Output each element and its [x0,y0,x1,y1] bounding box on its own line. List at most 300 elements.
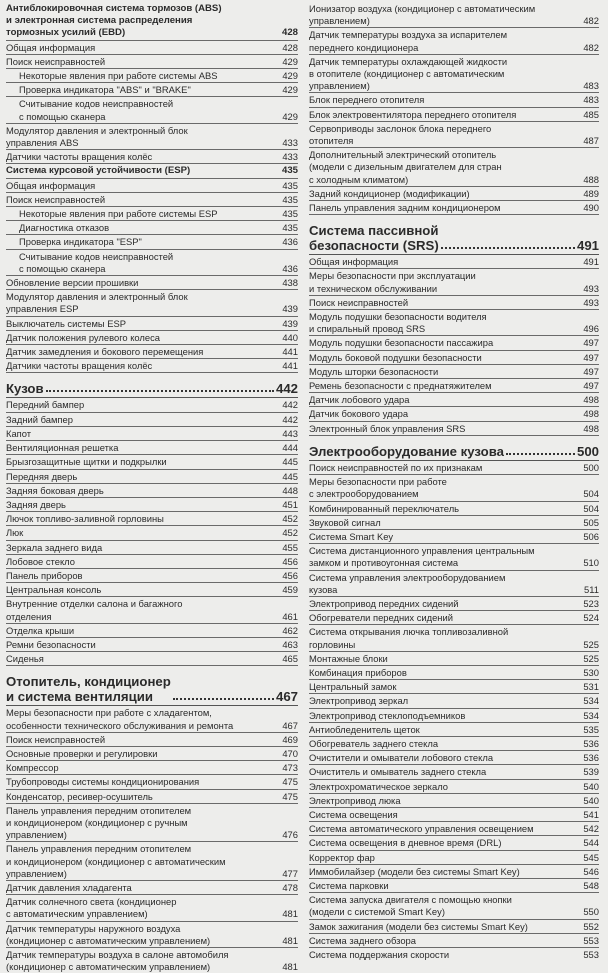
entry-page-number: 440 [282,331,298,343]
toc-entry [6,470,298,484]
entry-title: Компрессор [6,762,59,774]
toc-entry [309,379,599,393]
entry-title: Система курсовой устойчивости (ESP) [6,165,191,177]
entry-title: Датчик положения рулевого колеса [6,331,161,343]
entry-page-number: 540 [583,780,599,792]
toc-entry [6,638,298,652]
entry-title: Комбинация приборов [309,666,407,678]
toc-entry [309,794,599,808]
entry-page-number: 497 [583,351,599,363]
toc-entry [6,526,298,540]
entry-page-number: 470 [282,747,298,759]
entry-title: Очистители и омыватели лобового стекла [309,752,494,764]
entry-title: Некоторые явления при работе системы ABS [19,70,218,82]
section-page-number: 442 [275,381,298,397]
toc-entry [6,761,298,775]
entry-page-number: 441 [282,360,298,372]
entry-page-number: 473 [282,762,298,774]
toc-entry [309,502,599,516]
entry-page-number: 498 [583,394,599,406]
entry-page-number: 481 [282,934,298,946]
entry-page-number: 482 [583,41,599,53]
toc-entry [6,317,298,331]
entry-title: Блок электровентилятора переднего отопителя [309,108,517,120]
entry-title: Считывание кодов неисправностей с помощью сканера [19,250,174,274]
toc-column-left [6,2,298,973]
entry-page-number: 536 [583,752,599,764]
entry-page-number: 433 [282,151,298,163]
entry-page-number: 489 [583,187,599,199]
entry-page-number: 485 [583,108,599,120]
entry-title: Система автоматического управления освещением [309,823,534,835]
toc-entry [309,737,599,751]
entry-title: Меры безопасности при работе с электрооборудованием [309,476,447,500]
entry-page-number: 435 [282,179,298,191]
toc-entry [309,201,599,215]
entry-page-number: 524 [583,612,599,624]
entry-page-number: 536 [583,737,599,749]
toc-entry [309,709,599,723]
entry-title: Комбинированный переключатель [309,502,460,514]
toc-entry [6,597,298,623]
entry-title: Отделка крыши [6,624,75,636]
entry-title: Центральный замок [309,681,397,693]
toc-section-heading [309,444,599,461]
entry-title: Задняя боковая дверь [6,484,104,496]
entry-page-number: 475 [282,790,298,802]
entry-page-number: 487 [583,135,599,147]
entry-page-number: 462 [282,624,298,636]
entry-page-number: 445 [282,456,298,468]
entry-page-number: 553 [583,949,599,960]
entry-page-number: 469 [282,733,298,745]
entry-title: Блок переднего отопителя [309,94,425,106]
entry-title: Датчик замедления и бокового перемещения [6,346,204,358]
entry-title: Дополнительный электрический отопитель (модели с дизельным двигателем для стран с холодным климатом) [309,149,502,185]
toc-entry [6,331,298,345]
toc-entry [309,475,599,501]
entry-page-number: 482 [583,15,599,27]
entry-title: Передняя дверь [6,470,78,482]
entry-title: Диагностика отказов [19,222,110,234]
toc-entry [6,555,298,569]
entry-page-number: 455 [282,541,298,553]
entry-title: Датчики частоты вращения колёс [6,151,153,163]
toc-entry [6,427,298,441]
toc-entry [6,948,298,973]
toc-subentry [6,250,298,276]
entry-page-number: 429 [282,70,298,82]
toc-subentry [6,97,298,123]
entry-page-number: 452 [282,513,298,525]
entry-page-number: 506 [583,530,599,542]
entry-page-number: 504 [583,502,599,514]
entry-page-number: 456 [282,555,298,567]
toc-entry [309,310,599,336]
entry-title: Общая информация [6,41,96,53]
toc-entry [309,893,599,919]
entry-page-number: 435 [282,208,298,220]
entry-title: Проверка индикатора "ABS" и "BRAKE" [19,84,191,96]
entry-title: Ионизатор воздуха (кондиционер с автоматическим управлением) [309,3,536,27]
entry-page-number: 445 [282,470,298,482]
entry-title: Модуль подушки безопасности пассажира [309,337,494,349]
entry-title: Система запуска двигателя с помощью кнопки (модели с системой Smart Key) [309,894,512,918]
section-page-number: 500 [576,443,599,459]
entry-page-number: 463 [282,638,298,650]
toc-entry [309,187,599,201]
toc-entry [6,804,298,843]
entry-page-number: 428 [282,41,298,53]
entry-title: Панель управления передним отопителем и кондиционером (кондиционер с ручным управлением) [6,804,192,841]
section-title: Электрооборудование кузова [309,443,504,459]
entry-title: Датчики частоты вращения колёс [6,360,153,372]
toc-entry [309,93,599,107]
toc-subentry [6,221,298,235]
entry-page-number: 531 [583,681,599,693]
toc-entry [309,934,599,948]
entry-page-number: 481 [282,961,298,973]
entry-page-number: 511 [584,583,599,595]
entry-title: Основные проверки и регулировки [6,747,158,759]
toc-entry [309,269,599,295]
toc-entry [309,652,599,666]
entry-page-number: 467 [282,719,298,731]
entry-page-number: 436 [282,262,298,274]
entry-title: Выключатель системы ESP [6,317,126,329]
toc-entry [6,276,298,290]
toc-entry [309,365,599,379]
toc-entry [309,765,599,779]
toc-entry [309,393,599,407]
toc-entry [6,922,298,948]
toc-entry [309,822,599,836]
entry-title: Считывание кодов неисправностей с помощью сканера [19,98,174,122]
toc-entry [309,751,599,765]
entry-page-number: 475 [282,776,298,788]
entry-page-number: 483 [583,80,599,92]
entry-page-number: 433 [282,137,298,149]
entry-title: Система парковки [309,879,389,891]
section-title: Отопитель, кондиционер и система вентиляции [6,674,171,705]
entry-page-number: 525 [583,652,599,664]
entry-page-number: 442 [282,399,298,411]
toc-entry [6,193,298,207]
entry-title: Меры безопасности при работе с хладагентом, особенности технического обслуживания и ремонта [6,707,234,731]
toc-entry [309,148,599,187]
section-title: Кузов [6,381,44,397]
entry-page-number: 541 [583,808,599,820]
entry-page-number: 504 [583,488,599,500]
toc-entry [309,680,599,694]
toc-entry [309,516,599,530]
toc-entry [309,851,599,865]
entry-page-number: 498 [583,422,599,434]
entry-title: Лобовое стекло [6,555,75,567]
entry-title: Датчик давления хладагента [6,881,132,893]
entry-title: Задний бампер [6,413,73,425]
entry-page-number: 435 [282,222,298,234]
toc-section-heading [309,223,599,255]
entry-page-number: 443 [282,427,298,439]
entry-page-number: 534 [583,695,599,707]
entry-title: Очиститель и омыватель заднего стекла [309,766,487,778]
toc-entry [309,336,599,350]
toc-entry [309,836,599,850]
toc-entry [309,879,599,893]
entry-title: Электропривод стеклоподъемников [309,709,466,721]
entry-title: Система дистанционного управления центральным замком и противоугонная система [309,545,535,569]
entry-page-number: 459 [282,584,298,596]
entry-title: Датчик солнечного света (кондиционер с автоматическим управлением) [6,896,177,920]
entry-title: Электропривод зеркал [309,695,409,707]
entry-title: Обновление версии прошивки [6,277,139,289]
entry-title: Конденсатор, ресивер-осушитель [6,790,153,802]
entry-title: Модуль шторки безопасности [309,365,439,377]
entry-page-number: 439 [282,303,298,315]
entry-page-number: 488 [583,173,599,185]
entry-title: Поиск неисправностей [309,296,409,308]
toc-entry [6,398,298,412]
entry-title: Система открывания лючка топливозаливной горловины [309,626,509,650]
entry-page-number: 535 [583,723,599,735]
entry-page-number: 491 [583,256,599,268]
entry-page-number: 438 [282,277,298,289]
toc-entry [6,842,298,881]
entry-title: Система управления электрооборудованием кузова [309,571,506,595]
entry-page-number: 540 [583,794,599,806]
entry-title: Трубопроводы системы кондиционирования [6,776,200,788]
toc-entry [309,461,599,475]
entry-page-number: 496 [583,323,599,335]
toc-entry [6,790,298,804]
toc-entry [309,407,599,421]
entry-page-number: 525 [583,638,599,650]
entry-title: Датчик температуры воздуха за испарителем переднего кондиционера [309,29,508,53]
entry-page-number: 553 [583,934,599,946]
entry-page-number: 542 [583,823,599,835]
toc-subentry [6,235,298,249]
entry-title: Датчик температуры наружного воздуха (кондиционер с автоматическим управлением) [6,922,211,946]
entry-page-number: 497 [583,365,599,377]
entry-title: Вентиляционная решетка [6,442,119,454]
entry-page-number: 498 [583,408,599,420]
toc-entry [6,484,298,498]
toc-entry [309,948,599,961]
entry-page-number: 439 [282,317,298,329]
entry-title: Общая информация [6,179,96,191]
toc-entry [309,597,599,611]
toc-entry [309,625,599,651]
entry-title: Поиск неисправностей [6,55,106,67]
toc-entry [6,569,298,583]
toc-entry [309,571,599,597]
toc-entry [6,55,298,69]
entry-page-number: 478 [282,881,298,893]
toc-entry [309,28,599,54]
entry-title: Ремни безопасности [6,638,96,650]
entry-title: Модулятор давления и электронный блок управления ESP [6,291,188,315]
entry-page-number: 548 [583,879,599,891]
entry-title: Иммобилайзер (модели без системы Smart Key) [309,865,520,877]
entry-title: Обогреватели передних сидений [309,612,453,624]
section-page-number: 467 [275,689,298,705]
toc-entry [309,55,599,94]
dot-leader [441,247,575,249]
section-page-number: 491 [576,238,599,254]
toc-entry [6,747,298,761]
entry-title: Электрохроматическое зеркало [309,780,448,792]
toc-entry [309,723,599,737]
toc-entry [309,611,599,625]
entry-page-number: 441 [282,346,298,358]
section-title: Система пассивной безопасности (SRS) [309,223,439,254]
toc-entry [309,296,599,310]
toc-entry [6,652,298,666]
entry-title: Задний кондиционер (модификации) [309,187,470,199]
toc-entry [6,895,298,921]
toc-entry [6,124,298,150]
entry-title: Обогреватель заднего стекла [309,737,439,749]
dot-leader [506,453,575,455]
entry-page-number: 550 [583,906,599,918]
entry-page-number: 539 [583,766,599,778]
toc-subentry [6,69,298,83]
entry-title: Электропривод передних сидений [309,597,459,609]
toc-entry [309,666,599,680]
dot-leader [173,698,274,700]
entry-title: Звуковой сигнал [309,516,381,528]
entry-title: Ремень безопасности с преднатяжителем [309,380,492,392]
toc-entry [6,512,298,526]
entry-title: Датчик температуры охлаждающей жидкости в отопителе (кондиционер с автоматическим управлением) [309,55,508,92]
entry-title: Модулятор давления и электронный блок управления ABS [6,124,188,149]
entry-page-number: 477 [282,867,298,879]
entry-title: Внутренние отделки салона и багажного отделения [6,598,183,622]
entry-title: Датчик температуры воздуха в салоне автомобиля (кондиционер с автоматическим управлением) [6,949,229,973]
entry-title: Корректор фар [309,851,375,863]
entry-title: Модуль подушки безопасности водителя и спиральный провод SRS [309,311,487,335]
entry-page-number: 481 [282,908,298,920]
toc-column-right [309,2,599,961]
entry-page-number: 510 [583,557,599,569]
toc-entry [309,544,599,570]
entry-title: Система заднего обзора [309,934,416,946]
entry-title: Датчик лобового удара [309,394,410,406]
entry-title: Общая информация [309,256,399,268]
entry-page-number: 435 [281,165,298,177]
entry-title: Электропривод люка [309,794,401,806]
toc-entry [6,455,298,469]
entry-page-number: 465 [282,653,298,665]
toc-entry [6,624,298,638]
toc-entry [309,351,599,365]
entry-title: Проверка индикатора "ESP" [19,236,142,248]
entry-title: Модуль боковой подушки безопасности [309,351,482,363]
entry-title: Капот [6,427,32,439]
toc-entry [6,2,298,41]
toc-entry [6,359,298,373]
toc-entry [6,733,298,747]
entry-title: Некоторые явления при работе системы ESP [19,208,218,220]
entry-page-number: 497 [583,380,599,392]
toc-entry [6,164,298,178]
toc-entry [309,122,599,148]
entry-page-number: 530 [583,666,599,678]
toc-entry [309,2,599,28]
toc-entry [309,530,599,544]
entry-page-number: 490 [583,202,599,214]
entry-title: Панель управления передним отопителем и кондиционером (кондиционер с автоматическим управлением) [6,843,226,879]
toc-entry [6,413,298,427]
entry-title: Передний бампер [6,399,85,411]
toc-entry [6,441,298,455]
entry-title: Зеркала заднего вида [6,541,103,553]
toc-entry [6,498,298,512]
entry-title: Брызгозащитные щитки и подкрылки [6,456,167,468]
entry-title: Электронный блок управления SRS [309,422,466,434]
entry-page-number: 493 [583,282,599,294]
toc-entry [6,345,298,359]
entry-title: Сервоприводы заслонок блока переднего отопителя [309,122,492,147]
toc-subentry [6,83,298,97]
entry-title: Антиблокировочная система тормозов (ABS) и электронная система распределения тормозных усилий (EBD) [6,3,222,39]
toc-section-heading [6,381,298,398]
entry-title: Меры безопасности при эксплуатации и техническом обслуживании [309,270,476,294]
entry-page-number: 448 [282,484,298,496]
toc-subentry [6,207,298,221]
entry-title: Сиденья [6,653,44,665]
entry-title: Замок зажигания (модели без системы Smart Key) [309,920,528,932]
entry-title: Датчик бокового удара [309,408,409,420]
entry-page-number: 476 [282,829,298,841]
toc-entry [6,290,298,316]
entry-page-number: 523 [583,597,599,609]
entry-page-number: 429 [282,55,298,67]
toc-entry [309,920,599,934]
entry-page-number: 452 [282,527,298,539]
entry-page-number: 435 [282,193,298,205]
entry-title: Панель приборов [6,569,83,581]
toc-entry [309,694,599,708]
toc-section-heading [6,674,298,706]
entry-title: Центральная консоль [6,584,102,596]
entry-page-number: 444 [282,442,298,454]
entry-page-number: 436 [282,236,298,248]
entry-page-number: 451 [282,498,298,510]
toc-entry [309,780,599,794]
entry-page-number: 442 [282,413,298,425]
entry-page-number: 497 [583,337,599,349]
entry-title: Антиобледенитель щеток [309,723,420,735]
entry-page-number: 483 [583,94,599,106]
toc-entry [309,108,599,122]
entry-page-number: 461 [282,610,298,622]
entry-title: Задняя дверь [6,498,66,510]
entry-page-number: 546 [583,865,599,877]
toc-entry [309,422,599,436]
toc-entry [6,583,298,597]
toc-entry [6,41,298,55]
toc-entry [309,808,599,822]
entry-page-number: 428 [281,27,298,39]
entry-page-number: 505 [583,516,599,528]
entry-page-number: 545 [583,851,599,863]
entry-page-number: 493 [583,296,599,308]
entry-title: Система Smart Key [309,530,394,542]
entry-title: Лючок топливо-заливной горловины [6,513,164,525]
toc-entry [6,881,298,895]
